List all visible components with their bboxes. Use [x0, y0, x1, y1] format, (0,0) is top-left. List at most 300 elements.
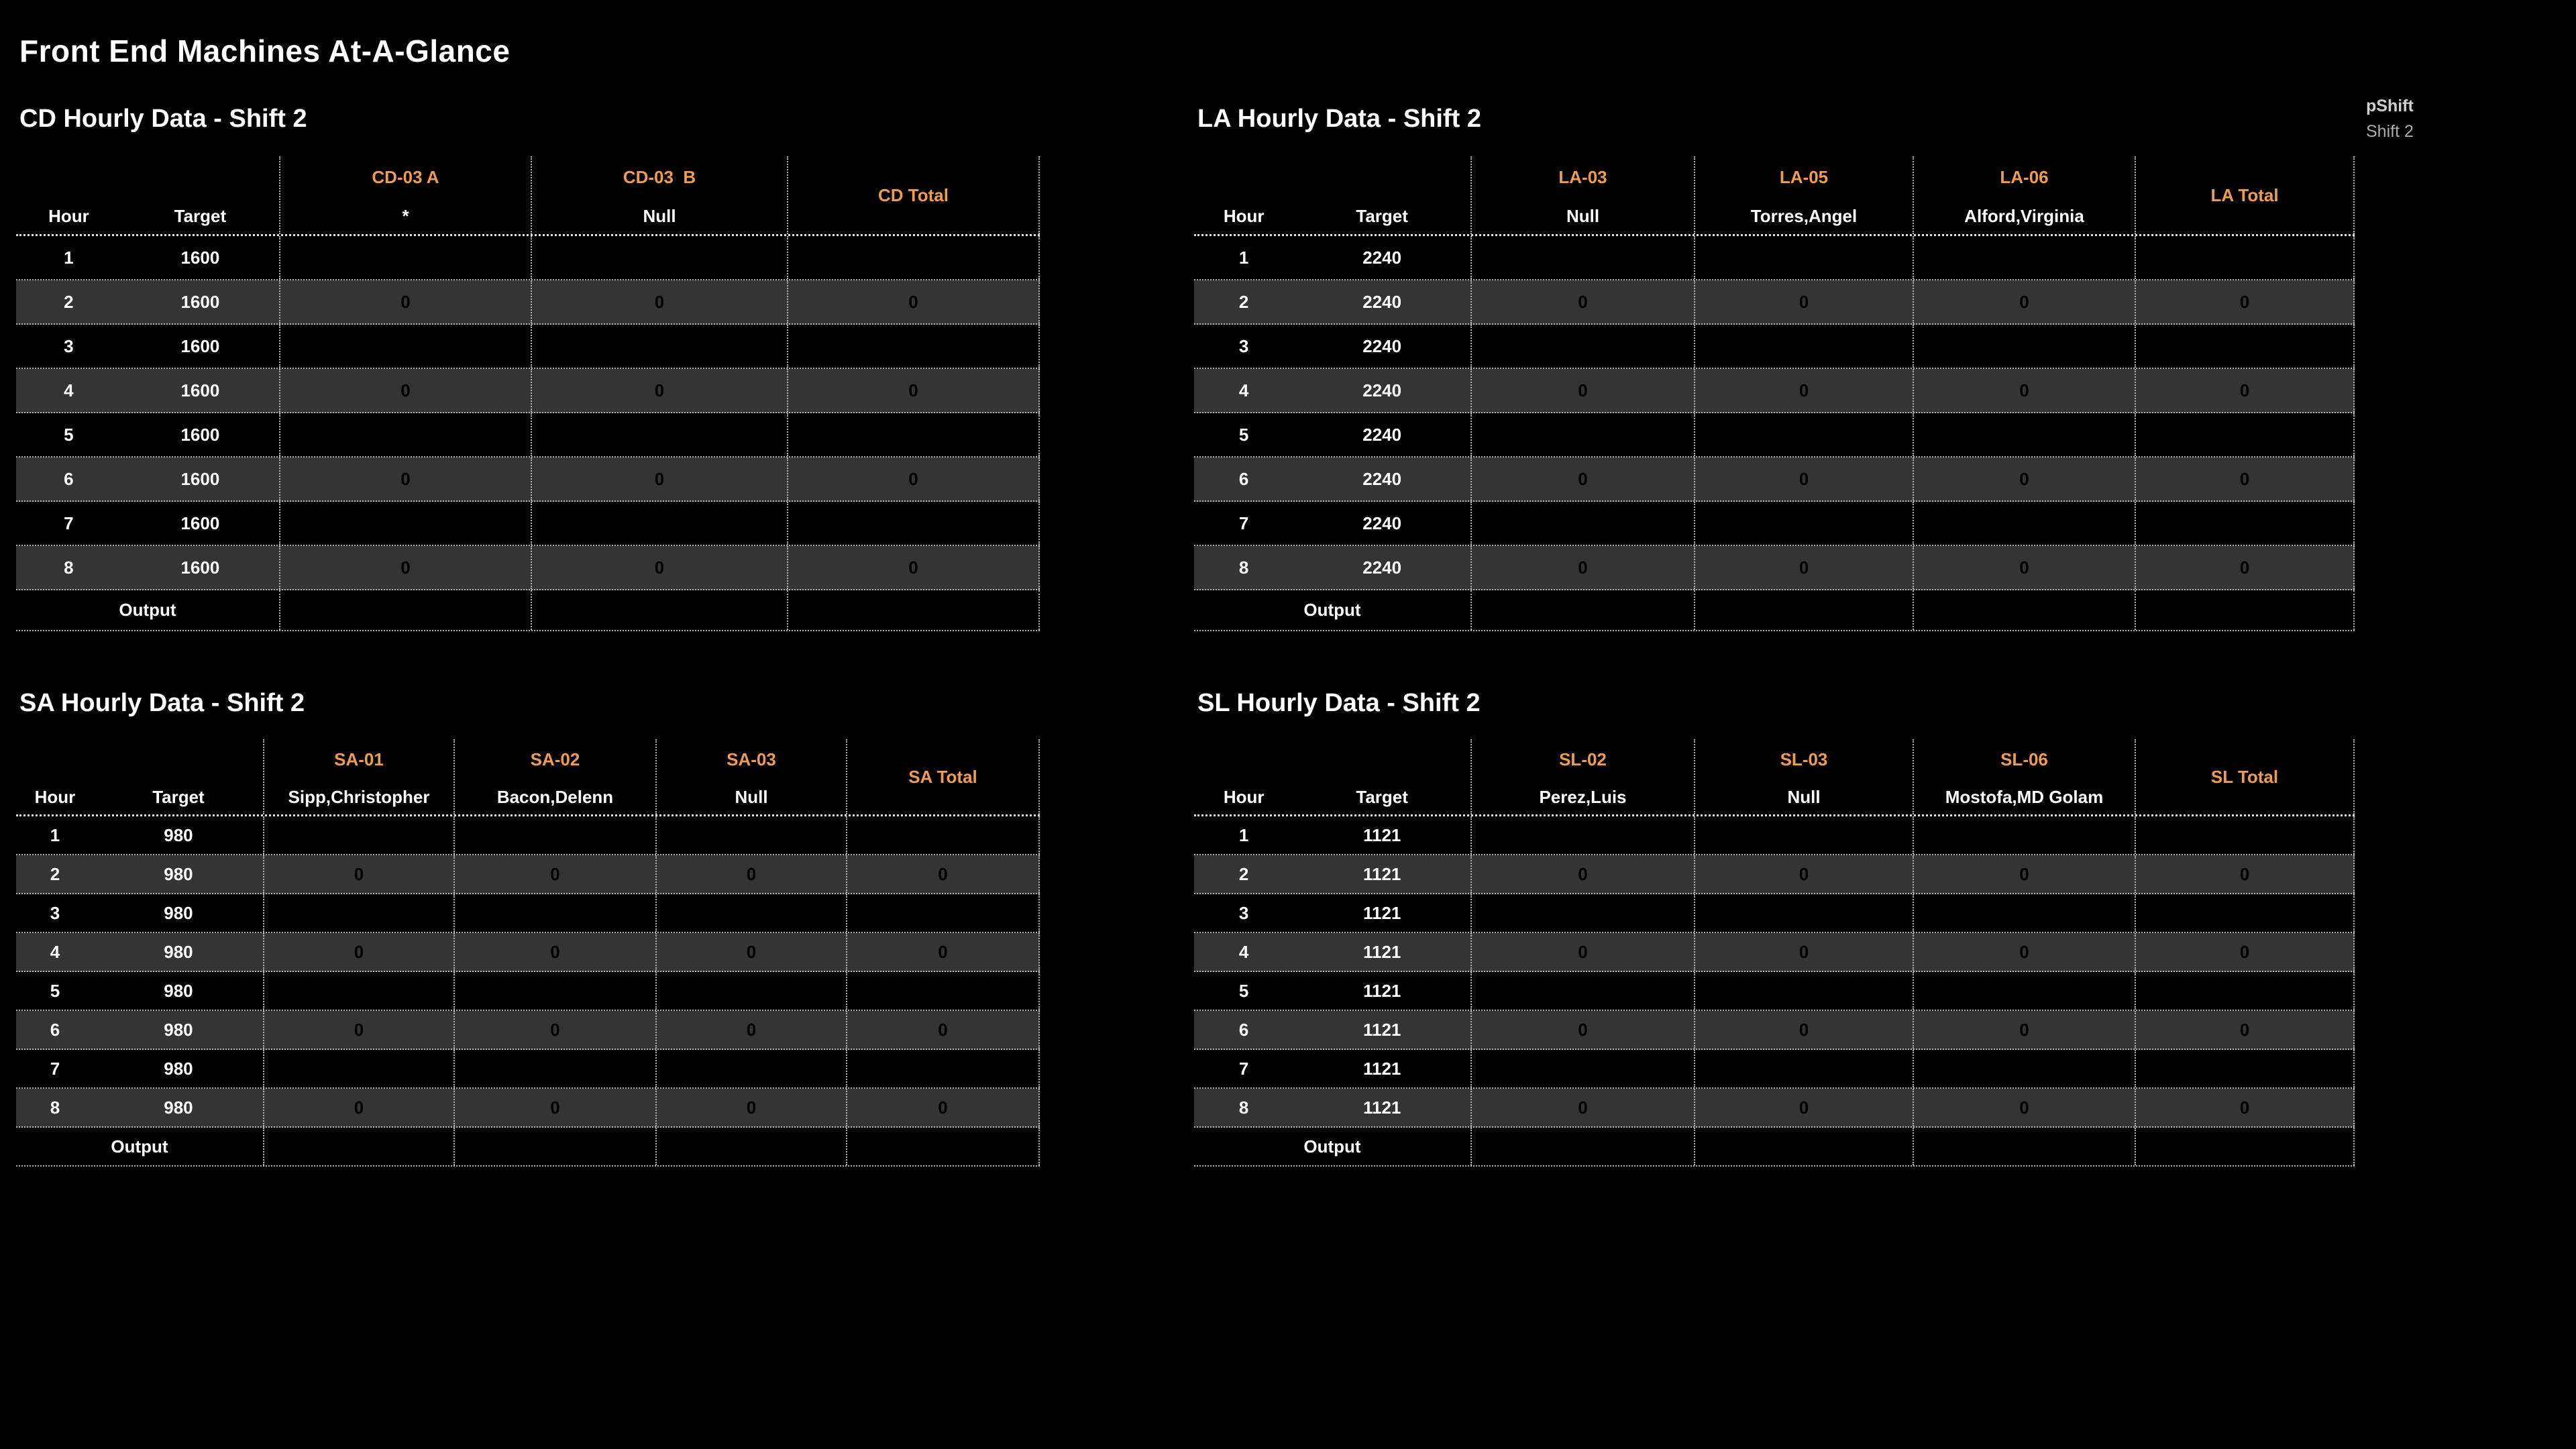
parameter-name-label: pShift [2366, 97, 2414, 115]
hour-target-cell [16, 369, 279, 412]
output-value-cell[interactable] [655, 1128, 846, 1165]
hour-cell[interactable]: 5 [50, 980, 60, 1001]
value-cell[interactable] [846, 1050, 1040, 1087]
target-cell[interactable]: 2240 [1362, 291, 1402, 312]
target-cell[interactable]: 1600 [180, 557, 220, 578]
value-cell[interactable] [1470, 1011, 1694, 1049]
value-text: 0 [938, 1097, 948, 1118]
value-cell[interactable] [787, 413, 1040, 456]
value-text: 0 [2019, 1019, 2029, 1040]
hour-cell[interactable]: 7 [1238, 513, 1249, 533]
table-row [1194, 1050, 2355, 1089]
value-cell[interactable] [263, 816, 453, 854]
value-text: 0 [1578, 1019, 1588, 1040]
header-spacer [16, 156, 279, 198]
total-column-label: LA Total [2210, 184, 2279, 205]
header-spacer [1194, 156, 1470, 198]
target-cell[interactable]: 1121 [1362, 1019, 1401, 1040]
hour-cell[interactable]: 6 [1238, 468, 1249, 489]
total-column-header[interactable] [2135, 156, 2355, 234]
target-column-header[interactable]: Target [1356, 205, 1408, 226]
value-cell[interactable] [1694, 413, 1913, 456]
value-cell[interactable] [2135, 816, 2355, 854]
target-column-header[interactable]: Target [174, 205, 227, 226]
value-cell[interactable] [1470, 280, 1694, 323]
value-text: 0 [2239, 291, 2250, 312]
value-cell[interactable] [1913, 933, 2135, 971]
value-cell[interactable] [531, 502, 787, 545]
output-value-cell[interactable] [1694, 590, 1913, 630]
value-cell[interactable] [1913, 1050, 2135, 1087]
machine-column-header[interactable] [1470, 739, 1694, 814]
hour-cell[interactable]: 2 [64, 291, 74, 312]
value-cell[interactable] [655, 1089, 846, 1126]
value-cell[interactable] [453, 894, 655, 932]
target-cell[interactable]: 1600 [180, 291, 220, 312]
value-cell[interactable] [787, 369, 1040, 412]
value-cell[interactable] [263, 933, 453, 971]
value-text: 0 [2019, 1097, 2029, 1118]
value-cell[interactable] [787, 502, 1040, 545]
value-cell[interactable] [453, 933, 655, 971]
value-cell[interactable] [263, 855, 453, 893]
value-cell[interactable] [1694, 369, 1913, 412]
machine-column-header[interactable] [655, 739, 846, 814]
value-cell[interactable] [279, 369, 531, 412]
cd-table [16, 156, 1040, 631]
output-value-cell[interactable] [263, 1128, 453, 1165]
hour-target-cell [16, 972, 263, 1010]
machine-name: LA-05 [1779, 166, 1829, 187]
value-cell[interactable] [2135, 458, 2355, 500]
output-value-cell[interactable] [1913, 590, 2135, 630]
machine-column-header[interactable] [279, 156, 531, 234]
operator-name: Null [1787, 786, 1821, 807]
table-row [16, 1011, 1040, 1050]
operator-name: Bacon,Delenn [496, 786, 614, 807]
value-cell[interactable] [279, 546, 531, 589]
hour-cell[interactable]: 1 [1238, 824, 1249, 845]
value-cell[interactable] [1913, 855, 2135, 893]
value-text: 0 [2019, 863, 2029, 884]
hour-cell[interactable]: 5 [1238, 424, 1249, 445]
value-cell[interactable] [787, 280, 1040, 323]
machine-name: CD-03 A [372, 166, 439, 187]
value-cell[interactable] [279, 413, 531, 456]
operator-name: Null [1566, 205, 1600, 226]
value-cell[interactable] [1913, 1011, 2135, 1049]
table-row [16, 236, 1040, 280]
value-cell[interactable] [1694, 894, 1913, 932]
target-cell[interactable]: 1121 [1362, 902, 1401, 923]
hour-cell[interactable]: 6 [1238, 1019, 1249, 1040]
output-value-cell[interactable] [1470, 590, 1694, 630]
value-cell[interactable] [787, 236, 1040, 279]
machine-column-header[interactable] [1913, 739, 2135, 814]
target-cell[interactable]: 1600 [180, 247, 220, 268]
output-value-cell[interactable] [2135, 590, 2355, 630]
value-cell[interactable] [1913, 546, 2135, 589]
value-cell[interactable] [2135, 236, 2355, 279]
value-cell[interactable] [1913, 816, 2135, 854]
value-cell[interactable] [846, 1089, 1040, 1126]
output-label-cell [16, 590, 279, 630]
value-cell[interactable] [1913, 369, 2135, 412]
hour-cell[interactable]: 3 [50, 902, 60, 923]
target-cell[interactable]: 980 [164, 941, 193, 962]
machine-name: SL-06 [2000, 749, 2048, 769]
total-column-header[interactable] [787, 156, 1040, 234]
value-cell[interactable] [279, 325, 531, 368]
value-cell[interactable] [1913, 413, 2135, 456]
target-cell[interactable]: 980 [164, 1019, 193, 1040]
value-cell[interactable] [1694, 1011, 1913, 1049]
value-text: 0 [2019, 291, 2029, 312]
hour-target-cell [1194, 1089, 1470, 1126]
value-cell[interactable] [453, 1050, 655, 1087]
target-cell[interactable]: 980 [164, 980, 193, 1001]
hour-cell[interactable]: 4 [1238, 380, 1249, 400]
value-cell[interactable] [1470, 933, 1694, 971]
target-cell[interactable]: 2240 [1362, 247, 1402, 268]
table-row [1194, 894, 2355, 933]
target-cell[interactable]: 2240 [1362, 380, 1402, 400]
value-cell[interactable] [1470, 894, 1694, 932]
value-cell[interactable] [2135, 369, 2355, 412]
hour-target-cell [1194, 855, 1470, 893]
target-cell[interactable]: 1121 [1362, 824, 1401, 845]
value-cell[interactable] [2135, 1011, 2355, 1049]
value-cell[interactable] [2135, 894, 2355, 932]
hour-cell[interactable]: 4 [1238, 941, 1249, 962]
output-value-cell[interactable] [453, 1128, 655, 1165]
hour-cell[interactable]: 7 [64, 513, 74, 533]
output-value-cell[interactable] [531, 590, 787, 630]
machine-name: SA-01 [334, 749, 384, 769]
value-text: 0 [550, 1019, 560, 1040]
value-cell[interactable] [279, 502, 531, 545]
value-cell[interactable] [787, 458, 1040, 500]
value-cell[interactable] [1470, 236, 1694, 279]
target-cell[interactable]: 1600 [180, 468, 220, 489]
output-value-cell[interactable] [846, 1128, 1040, 1165]
value-text: 0 [400, 557, 411, 578]
value-cell[interactable] [2135, 1089, 2355, 1126]
hour-cell[interactable]: 6 [50, 1019, 60, 1040]
hour-target-cell [1194, 280, 1470, 323]
value-cell[interactable] [655, 855, 846, 893]
target-cell[interactable]: 2240 [1362, 557, 1402, 578]
hour-cell[interactable]: 1 [50, 824, 60, 845]
value-cell[interactable] [1470, 413, 1694, 456]
value-cell[interactable] [1470, 458, 1694, 500]
value-cell[interactable] [1694, 458, 1913, 500]
target-cell[interactable]: 2240 [1362, 335, 1402, 356]
target-cell[interactable]: 1121 [1362, 980, 1401, 1001]
value-cell[interactable] [1694, 1050, 1913, 1087]
value-cell[interactable] [2135, 546, 2355, 589]
table-row [1194, 933, 2355, 972]
hour-column-header[interactable]: Hour [34, 786, 76, 807]
value-cell[interactable] [1913, 236, 2135, 279]
value-text: 0 [550, 1097, 560, 1118]
value-cell[interactable] [1694, 325, 1913, 368]
output-value-cell[interactable] [787, 590, 1040, 630]
value-cell[interactable] [263, 972, 453, 1010]
target-cell[interactable]: 1600 [180, 424, 220, 445]
machine-name: LA-06 [2000, 166, 2049, 187]
machine-column-header[interactable] [1470, 156, 1694, 234]
hour-target-cell [1194, 458, 1470, 500]
hour-target-cell [16, 816, 263, 854]
hour-cell[interactable]: 8 [1238, 557, 1249, 578]
machine-column-header[interactable] [1913, 156, 2135, 234]
output-row [1194, 1128, 2355, 1167]
table-row [16, 280, 1040, 325]
value-text: 0 [2019, 380, 2029, 400]
value-cell[interactable] [2135, 502, 2355, 545]
value-cell[interactable] [846, 972, 1040, 1010]
value-cell[interactable] [531, 369, 787, 412]
value-cell[interactable] [846, 855, 1040, 893]
hour-cell[interactable]: 2 [50, 863, 60, 884]
value-cell[interactable] [1694, 502, 1913, 545]
value-cell[interactable] [655, 894, 846, 932]
value-cell[interactable] [263, 1011, 453, 1049]
value-cell[interactable] [1694, 855, 1913, 893]
machine-column-header[interactable] [1694, 156, 1913, 234]
hour-cell[interactable]: 7 [50, 1058, 60, 1079]
value-cell[interactable] [453, 1011, 655, 1049]
value-cell[interactable] [2135, 972, 2355, 1010]
hour-cell[interactable]: 1 [1238, 247, 1249, 268]
hour-cell[interactable]: 8 [50, 1097, 60, 1118]
value-cell[interactable] [1470, 502, 1694, 545]
hour-column-header[interactable]: Hour [1223, 786, 1265, 807]
header-row [1194, 156, 2355, 236]
value-cell[interactable] [453, 972, 655, 1010]
value-cell[interactable] [1694, 1089, 1913, 1126]
output-value-cell[interactable] [279, 590, 531, 630]
target-cell[interactable]: 2240 [1362, 424, 1402, 445]
value-cell[interactable] [1470, 855, 1694, 893]
value-cell[interactable] [263, 1089, 453, 1126]
value-cell[interactable] [531, 546, 787, 589]
output-value-cell[interactable] [2135, 1128, 2355, 1165]
value-cell[interactable] [1694, 280, 1913, 323]
value-cell[interactable] [453, 816, 655, 854]
hour-cell[interactable]: 5 [1238, 980, 1249, 1001]
value-cell[interactable] [1470, 1050, 1694, 1087]
value-cell[interactable] [2135, 280, 2355, 323]
value-cell[interactable] [531, 413, 787, 456]
table-row [16, 458, 1040, 502]
hour-cell[interactable]: 4 [50, 941, 60, 962]
target-cell[interactable]: 980 [164, 863, 193, 884]
output-value-cell[interactable] [1913, 1128, 2135, 1165]
hour-target-cell [1194, 816, 1470, 854]
hour-cell[interactable]: 1 [64, 247, 74, 268]
value-cell[interactable] [531, 458, 787, 500]
value-cell[interactable] [846, 933, 1040, 971]
value-cell[interactable] [2135, 1050, 2355, 1087]
value-text: 0 [746, 1097, 757, 1118]
value-cell[interactable] [1694, 546, 1913, 589]
value-cell[interactable] [655, 1050, 846, 1087]
value-cell[interactable] [2135, 855, 2355, 893]
target-cell[interactable]: 2240 [1362, 513, 1402, 533]
hour-cell[interactable]: 4 [64, 380, 74, 400]
hour-target-cell [16, 855, 263, 893]
table-row [16, 816, 1040, 855]
hour-cell[interactable]: 6 [64, 468, 74, 489]
value-cell[interactable] [1913, 1089, 2135, 1126]
value-cell[interactable] [1694, 236, 1913, 279]
value-cell[interactable] [787, 546, 1040, 589]
value-cell[interactable] [2135, 933, 2355, 971]
value-cell[interactable] [531, 236, 787, 279]
value-text: 0 [2239, 468, 2250, 489]
target-cell[interactable]: 980 [164, 824, 193, 845]
value-cell[interactable] [787, 325, 1040, 368]
value-cell[interactable] [453, 855, 655, 893]
value-text: 0 [1578, 941, 1588, 962]
hour-cell[interactable]: 8 [64, 557, 74, 578]
target-cell[interactable]: 980 [164, 1058, 193, 1079]
hour-cell[interactable]: 7 [1238, 1058, 1249, 1079]
value-cell[interactable] [1470, 325, 1694, 368]
value-cell[interactable] [1470, 369, 1694, 412]
table-row [16, 855, 1040, 894]
value-cell[interactable] [1913, 894, 2135, 932]
value-cell[interactable] [846, 1011, 1040, 1049]
value-cell[interactable] [846, 816, 1040, 854]
hour-cell[interactable]: 2 [1238, 291, 1249, 312]
target-column-header[interactable]: Target [1356, 786, 1408, 807]
value-text: 0 [654, 291, 665, 312]
value-cell[interactable] [1694, 972, 1913, 1010]
target-cell[interactable]: 1600 [180, 335, 220, 356]
total-column-header[interactable] [846, 739, 1040, 814]
value-cell[interactable] [1470, 816, 1694, 854]
target-cell[interactable]: 1600 [180, 513, 220, 533]
target-cell[interactable]: 1121 [1362, 1097, 1401, 1118]
hour-column-header[interactable]: Hour [48, 205, 89, 226]
value-text: 0 [654, 557, 665, 578]
value-cell[interactable] [2135, 413, 2355, 456]
sl-section [1194, 688, 2355, 1167]
sa-section-title: SA Hourly Data - Shift 2 [19, 689, 305, 717]
hour-target-header-cell [1194, 156, 1470, 234]
hour-cell[interactable]: 2 [1238, 863, 1249, 884]
hour-cell[interactable]: 5 [64, 424, 74, 445]
target-cell[interactable]: 1121 [1362, 941, 1401, 962]
value-cell[interactable] [2135, 325, 2355, 368]
value-cell[interactable] [655, 816, 846, 854]
hour-target-cell [16, 1011, 263, 1049]
target-cell[interactable]: 1600 [180, 380, 220, 400]
value-cell[interactable] [531, 325, 787, 368]
value-cell[interactable] [1913, 325, 2135, 368]
target-cell[interactable]: 980 [164, 1097, 193, 1118]
value-cell[interactable] [1694, 933, 1913, 971]
hour-cell[interactable]: 3 [1238, 902, 1249, 923]
machine-column-header[interactable] [531, 156, 787, 234]
value-cell[interactable] [263, 1050, 453, 1087]
value-cell[interactable] [655, 972, 846, 1010]
machine-column-header[interactable] [453, 739, 655, 814]
value-cell[interactable] [1913, 502, 2135, 545]
target-cell[interactable]: 1121 [1362, 863, 1401, 884]
value-cell[interactable] [1913, 280, 2135, 323]
hour-cell[interactable]: 3 [1238, 335, 1249, 356]
table-row [16, 502, 1040, 546]
header-row [16, 156, 1040, 236]
value-cell[interactable] [1913, 972, 2135, 1010]
value-cell[interactable] [1694, 816, 1913, 854]
hour-target-cell [1194, 369, 1470, 412]
parameter-control[interactable] [2366, 94, 2567, 145]
value-cell[interactable] [1470, 972, 1694, 1010]
value-cell[interactable] [1470, 1089, 1694, 1126]
total-column-header[interactable] [2135, 739, 2355, 814]
value-cell[interactable] [846, 894, 1040, 932]
value-cell[interactable] [655, 933, 846, 971]
output-value-cell[interactable] [1694, 1128, 1913, 1165]
value-text: 0 [2239, 380, 2250, 400]
operator-name: Mostofa,MD Golam [1945, 786, 2104, 807]
value-cell[interactable] [279, 458, 531, 500]
operator-name: Perez,Luis [1539, 786, 1627, 807]
machine-column-header[interactable] [263, 739, 453, 814]
value-cell[interactable] [263, 894, 453, 932]
hour-column-header[interactable]: Hour [1223, 205, 1265, 226]
value-cell[interactable] [279, 236, 531, 279]
value-text: 0 [2019, 941, 2029, 962]
table-row [1194, 972, 2355, 1011]
machine-column-header[interactable] [1694, 739, 1913, 814]
value-text: 0 [354, 863, 364, 884]
target-column-header[interactable]: Target [152, 786, 205, 807]
value-cell[interactable] [453, 1089, 655, 1126]
output-value-cell[interactable] [1470, 1128, 1694, 1165]
output-label: Output [1303, 600, 1361, 620]
hour-cell[interactable]: 3 [64, 335, 74, 356]
target-cell[interactable]: 2240 [1362, 468, 1402, 489]
parameter-value[interactable]: Shift 2 [2366, 122, 2414, 141]
value-cell[interactable] [1470, 546, 1694, 589]
value-text: 0 [354, 941, 364, 962]
hour-target-cell [1194, 502, 1470, 545]
table-row [16, 1089, 1040, 1128]
value-text: 0 [2019, 557, 2029, 578]
hour-target-cell [1194, 1011, 1470, 1049]
value-text: 0 [354, 1019, 364, 1040]
value-cell[interactable] [279, 280, 531, 323]
hour-cell[interactable]: 8 [1238, 1097, 1249, 1118]
total-column-label: SL Total [2210, 766, 2279, 787]
target-cell[interactable]: 1121 [1362, 1058, 1401, 1079]
target-cell[interactable]: 980 [164, 902, 193, 923]
hour-target-cell [1194, 894, 1470, 932]
value-cell[interactable] [531, 280, 787, 323]
machine-name: SA-03 [727, 749, 776, 769]
value-text: 0 [908, 468, 918, 489]
table-row [16, 972, 1040, 1011]
value-cell[interactable] [1913, 458, 2135, 500]
sl-table [1194, 739, 2355, 1167]
value-cell[interactable] [655, 1011, 846, 1049]
